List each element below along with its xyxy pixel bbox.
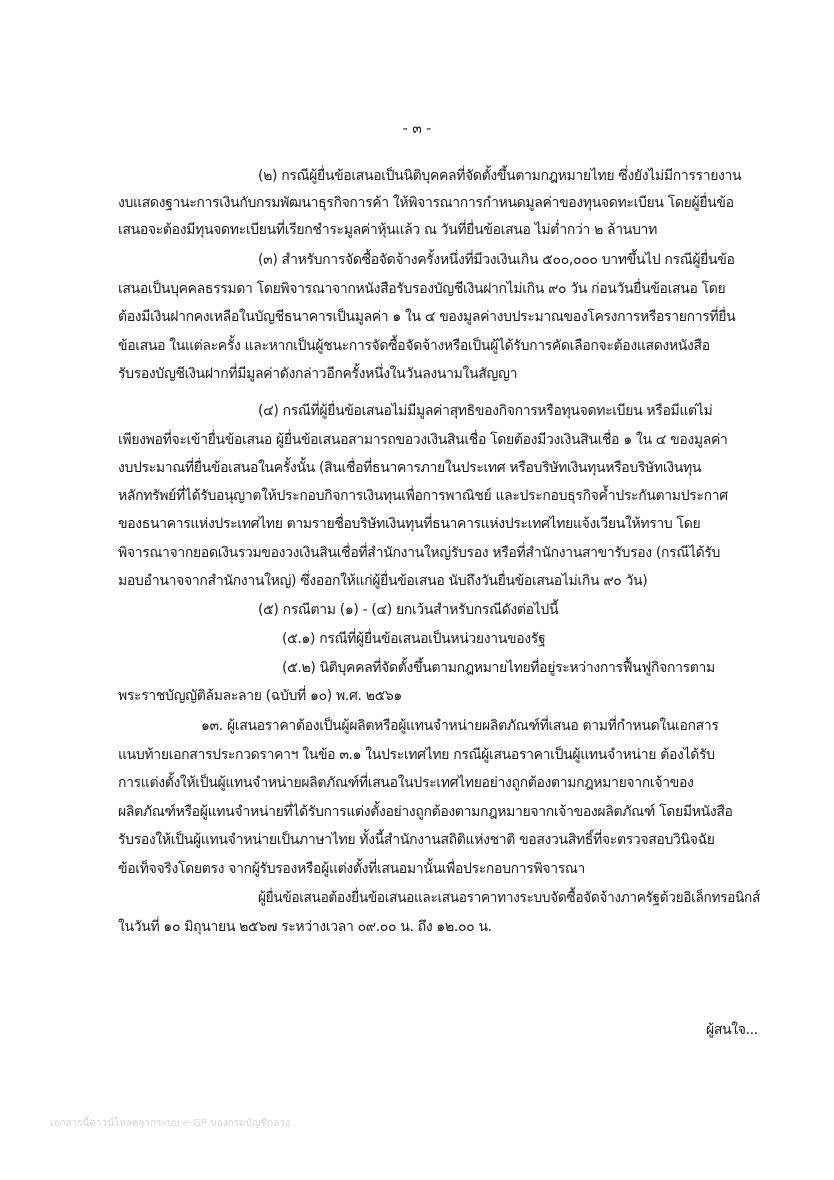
line-19: พระราชบัญญัติล้มละลาย (ฉบับที่ ๑๐) พ.ศ. ๒๕๖๑ <box>118 688 402 704</box>
line-17: (๕.๑) กรณีที่ผู้ยื่นข้อเสนอเป็นหน่วยงานของรัฐ <box>282 631 546 647</box>
line-12: หลักทรัพย์ที่ได้รับอนุญาตให้ประกอบกิจการเงินทุนเพื่อการพาณิชย์ และประกอบธุรกิจค้ำประกันตามประกาศ <box>118 488 728 504</box>
line-5: เสนอเป็นบุคคลธรรมดา โดยพิจารณาจากหนังสือรับรองบัญชีเงินฝากไม่เกิน ๙๐ วัน ก่อนวันยื่นข้อเสนอ โดย <box>118 281 726 297</box>
line-4: (๓) สำหรับการจัดซื้อจัดจ้างครั้งหนึ่งที่มีวงเงินเกิน ๕๐๐,๐๐๐ บาทขึ้นไป กรณีผู้ยื่นข้อ <box>258 252 735 268</box>
line-9: (๔) กรณีที่ผู้ยื่นข้อเสนอไม่มีมูลค่าสุทธิของกิจการหรือทุนจดทะเบียน หรือมีแต่ไม่ <box>258 403 713 419</box>
line-22: การแต่งตั้งให้เป็นผู้แทนจำหน่ายผลิตภัณฑ์ที่เสนอในประเทศไทยอย่างถูกต้องตามกฎหมายจากเจ้าของ <box>118 775 694 791</box>
line-10: เพียงพอที่จะเข้ายื่นข้อเสนอ ผู้ยื่นข้อเสนอสามารถขอวงเงินสินเชื่อ โดยต้องมีวงเงินสินเชื่อ ๑ ใน ๔ ของมูลค่า <box>118 432 728 448</box>
line-18: (๕.๒) นิติบุคคลที่จัดตั้งขึ้นตามกฎหมายไทยที่อยู่ระหว่างการฟื้นฟูกิจการตาม <box>282 660 715 676</box>
line-13: ของธนาคารแห่งประเทศไทย ตามรายชื่อบริษัทเงินทุนที่ธนาคารแห่งประเทศไทยแจ้งเวียนให้ทราบ โดย <box>118 516 701 532</box>
line-15: มอบอำนาจจากสำนักงานใหญ่) ซึ่งออกให้แก่ผู้ยื่นข้อเสนอ นับถึงวันยื่นข้อเสนอไม่เกิน ๙๐ วัน) <box>118 573 648 589</box>
line-1: (๒) กรณีผู้ยื่นข้อเสนอเป็นนิติบุคคลที่จัดตั้งขึ้นตามกฎหมายไทย ซึ่งยังไม่มีการรายงาน <box>258 168 742 184</box>
continuation-text: ผู้สนใจ... <box>706 1022 758 1038</box>
line-11: งบประมาณที่ยื่นข้อเสนอในครั้งนั้น (สินเชื่อที่ธนาคารภายในประเทศ หรือบริษัทเงินทุนหรือบริษัทเงินทุน <box>118 460 702 476</box>
line-14: พิจารณาจากยอดเงินรวมของวงเงินสินเชื่อที่สำนักงานใหญ่รับรอง หรือที่สำนักงานสาขารับรอง (กรณีได้รับ <box>118 545 721 561</box>
line-23: ผลิตภัณฑ์หรือผู้แทนจำหน่ายที่ได้รับการแต่งตั้งอย่างถูกต้องตามกฎหมายจากเจ้าของผลิตภัณฑ์ โดยมีหนังสือ <box>118 804 733 820</box>
line-21: แนบท้ายเอกสารประกวดราคาฯ ในข้อ ๓.๑ ในประเทศไทย กรณีผู้เสนอราคาเป็นผู้แทนจำหน่าย ต้องได้รับ <box>118 747 715 763</box>
line-25: ข้อเท็จจริงโดยตรง จากผู้รับรองหรือผู้แต่งตั้งที่เสนอมานั้นเพื่อประกอบการพิจารณา <box>118 861 586 877</box>
line-2: งบแสดงฐานะการเงินกับกรมพัฒนาธุรกิจการค้า ให้พิจารณาการกำหนดมูลค่าของทุนจดทะเบียน โดยผู้ยื่นข้อ <box>118 195 734 211</box>
line-6: ต้องมีเงินฝากคงเหลือในบัญชีธนาคารเป็นมูลค่า ๑ ใน ๔ ของมูลค่างบประมาณของโครงการหรือรายการที่ยื่น <box>118 309 736 325</box>
line-27: ในวันที่ ๑๐ มิถุนายน ๒๕๖๗ ระหว่างเวลา ๐๙.๐๐ น. ถึง ๑๒.๐๐ น. <box>118 919 492 935</box>
line-3: เสนอจะต้องมีทุนจดทะเบียนที่เรียกชำระมูลค่าหุ้นแล้ว ณ วันที่ยื่นข้อเสนอ ไม่ต่ำกว่า ๒ ล้านบาท <box>118 222 657 238</box>
line-7: ข้อเสนอ ในแต่ละครั้ง และหากเป็นผู้ชนะการจัดซื้อจัดจ้างหรือเป็นผู้ได้รับการคัดเลือกจะต้องแสดงหนังสือ <box>118 338 710 354</box>
line-24: รับรองให้เป็นผู้แทนจำหน่ายเป็นภาษาไทย ทั้งนี้สำนักงานสถิติแห่งชาติ ขอสงวนสิทธิ์ที่จะตรวจสอบวินิจฉัย <box>118 832 715 848</box>
footer-watermark-text: เอกสารนี้ดาวน์โหลดจากระบบ e-GP ของกรมบัญชีกลาง <box>50 1118 290 1129</box>
line-16: (๕) กรณีตาม (๑) - (๔) ยกเว้นสำหรับกรณีดังต่อไปนี้ <box>258 602 559 618</box>
page-number: - ๓ - <box>402 121 432 137</box>
line-8: รับรองบัญชีเงินฝากที่มีมูลค่าดังกล่าวอีกครั้งหนึ่งในวันลงนามในสัญญา <box>118 366 518 382</box>
line-20: ๑๓. ผู้เสนอราคาต้องเป็นผู้ผลิตหรือผู้แทนจำหน่ายผลิตภัณฑ์ที่เสนอ ตามที่กำหนดในเอกสาร <box>201 718 719 734</box>
line-26: ผู้ยื่นข้อเสนอต้องยื่นข้อเสนอและเสนอราคาทางระบบจัดซื้อจัดจ้างภาครัฐด้วยอิเล็กทรอนิกส์ <box>258 890 760 906</box>
